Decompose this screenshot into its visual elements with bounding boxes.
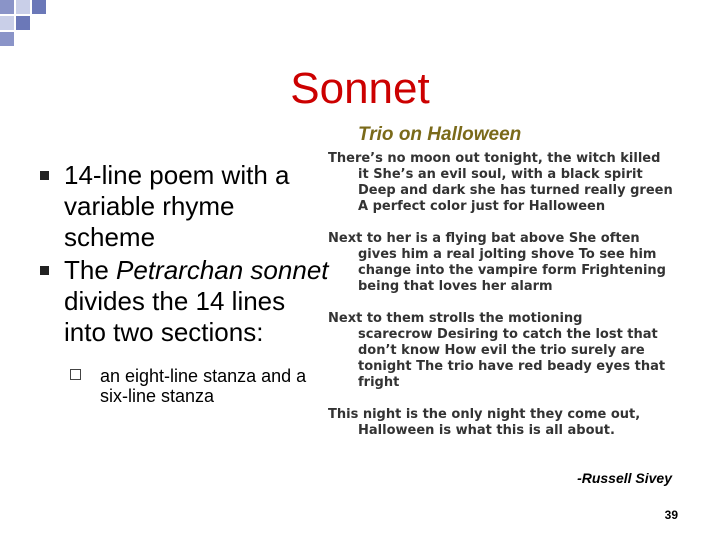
bullet-text-part: divides the 14 lines into two sections: xyxy=(64,286,286,347)
stanza-first-line: There’s no moon out tonight, the witch killed xyxy=(328,151,661,166)
stanza-rest: scarecrow Desiring to catch the lost that don’t know How evil the trio surely are tonight The trio have red beady eyes that fright xyxy=(358,327,666,390)
corner-decoration xyxy=(0,0,60,50)
sub-bullet-item xyxy=(30,366,330,406)
square-bullet-icon xyxy=(40,171,49,180)
stanza-first-line: Next to them strolls the motioning xyxy=(328,311,583,326)
stanza-first-line: This night is the only night they come out, xyxy=(328,407,641,422)
page-number: 39 xyxy=(664,508,678,522)
bullet-text-italic: Petrarchan sonnet xyxy=(116,255,329,285)
poem-stanza xyxy=(328,231,680,295)
poem-stanza xyxy=(328,407,680,439)
bullet-item xyxy=(30,255,330,348)
stanza-rest: Halloween is what this is all about. xyxy=(358,423,615,438)
poem-title: Trio on Halloween xyxy=(358,124,522,145)
sub-bullet-text: an eight-line stanza and a six-line stanza xyxy=(100,366,307,406)
poem-author: -Russell Sivey xyxy=(577,470,672,486)
bullet-text-part: The xyxy=(64,255,117,285)
poem-stanza xyxy=(328,311,680,391)
bullet-list xyxy=(30,160,330,406)
square-bullet-icon xyxy=(40,266,49,275)
slide-title: Sonnet xyxy=(290,64,430,113)
bullet-item xyxy=(30,160,330,253)
stanza-rest: gives him a real jolting shove To see him change into the vampire form Frightening being that loves her alarm xyxy=(358,247,666,294)
bullet-text: 14-line poem with a variable rhyme scheme xyxy=(64,160,290,252)
poem-body xyxy=(328,151,680,455)
poem-stanza xyxy=(328,151,680,215)
stanza-first-line: Next to her is a flying bat above She often xyxy=(328,231,640,246)
stanza-rest: it She’s an evil soul, with a black spirit Deep and dark she has turned really green A perfect color just for Halloween xyxy=(358,167,673,214)
hollow-square-bullet-icon xyxy=(70,369,81,380)
